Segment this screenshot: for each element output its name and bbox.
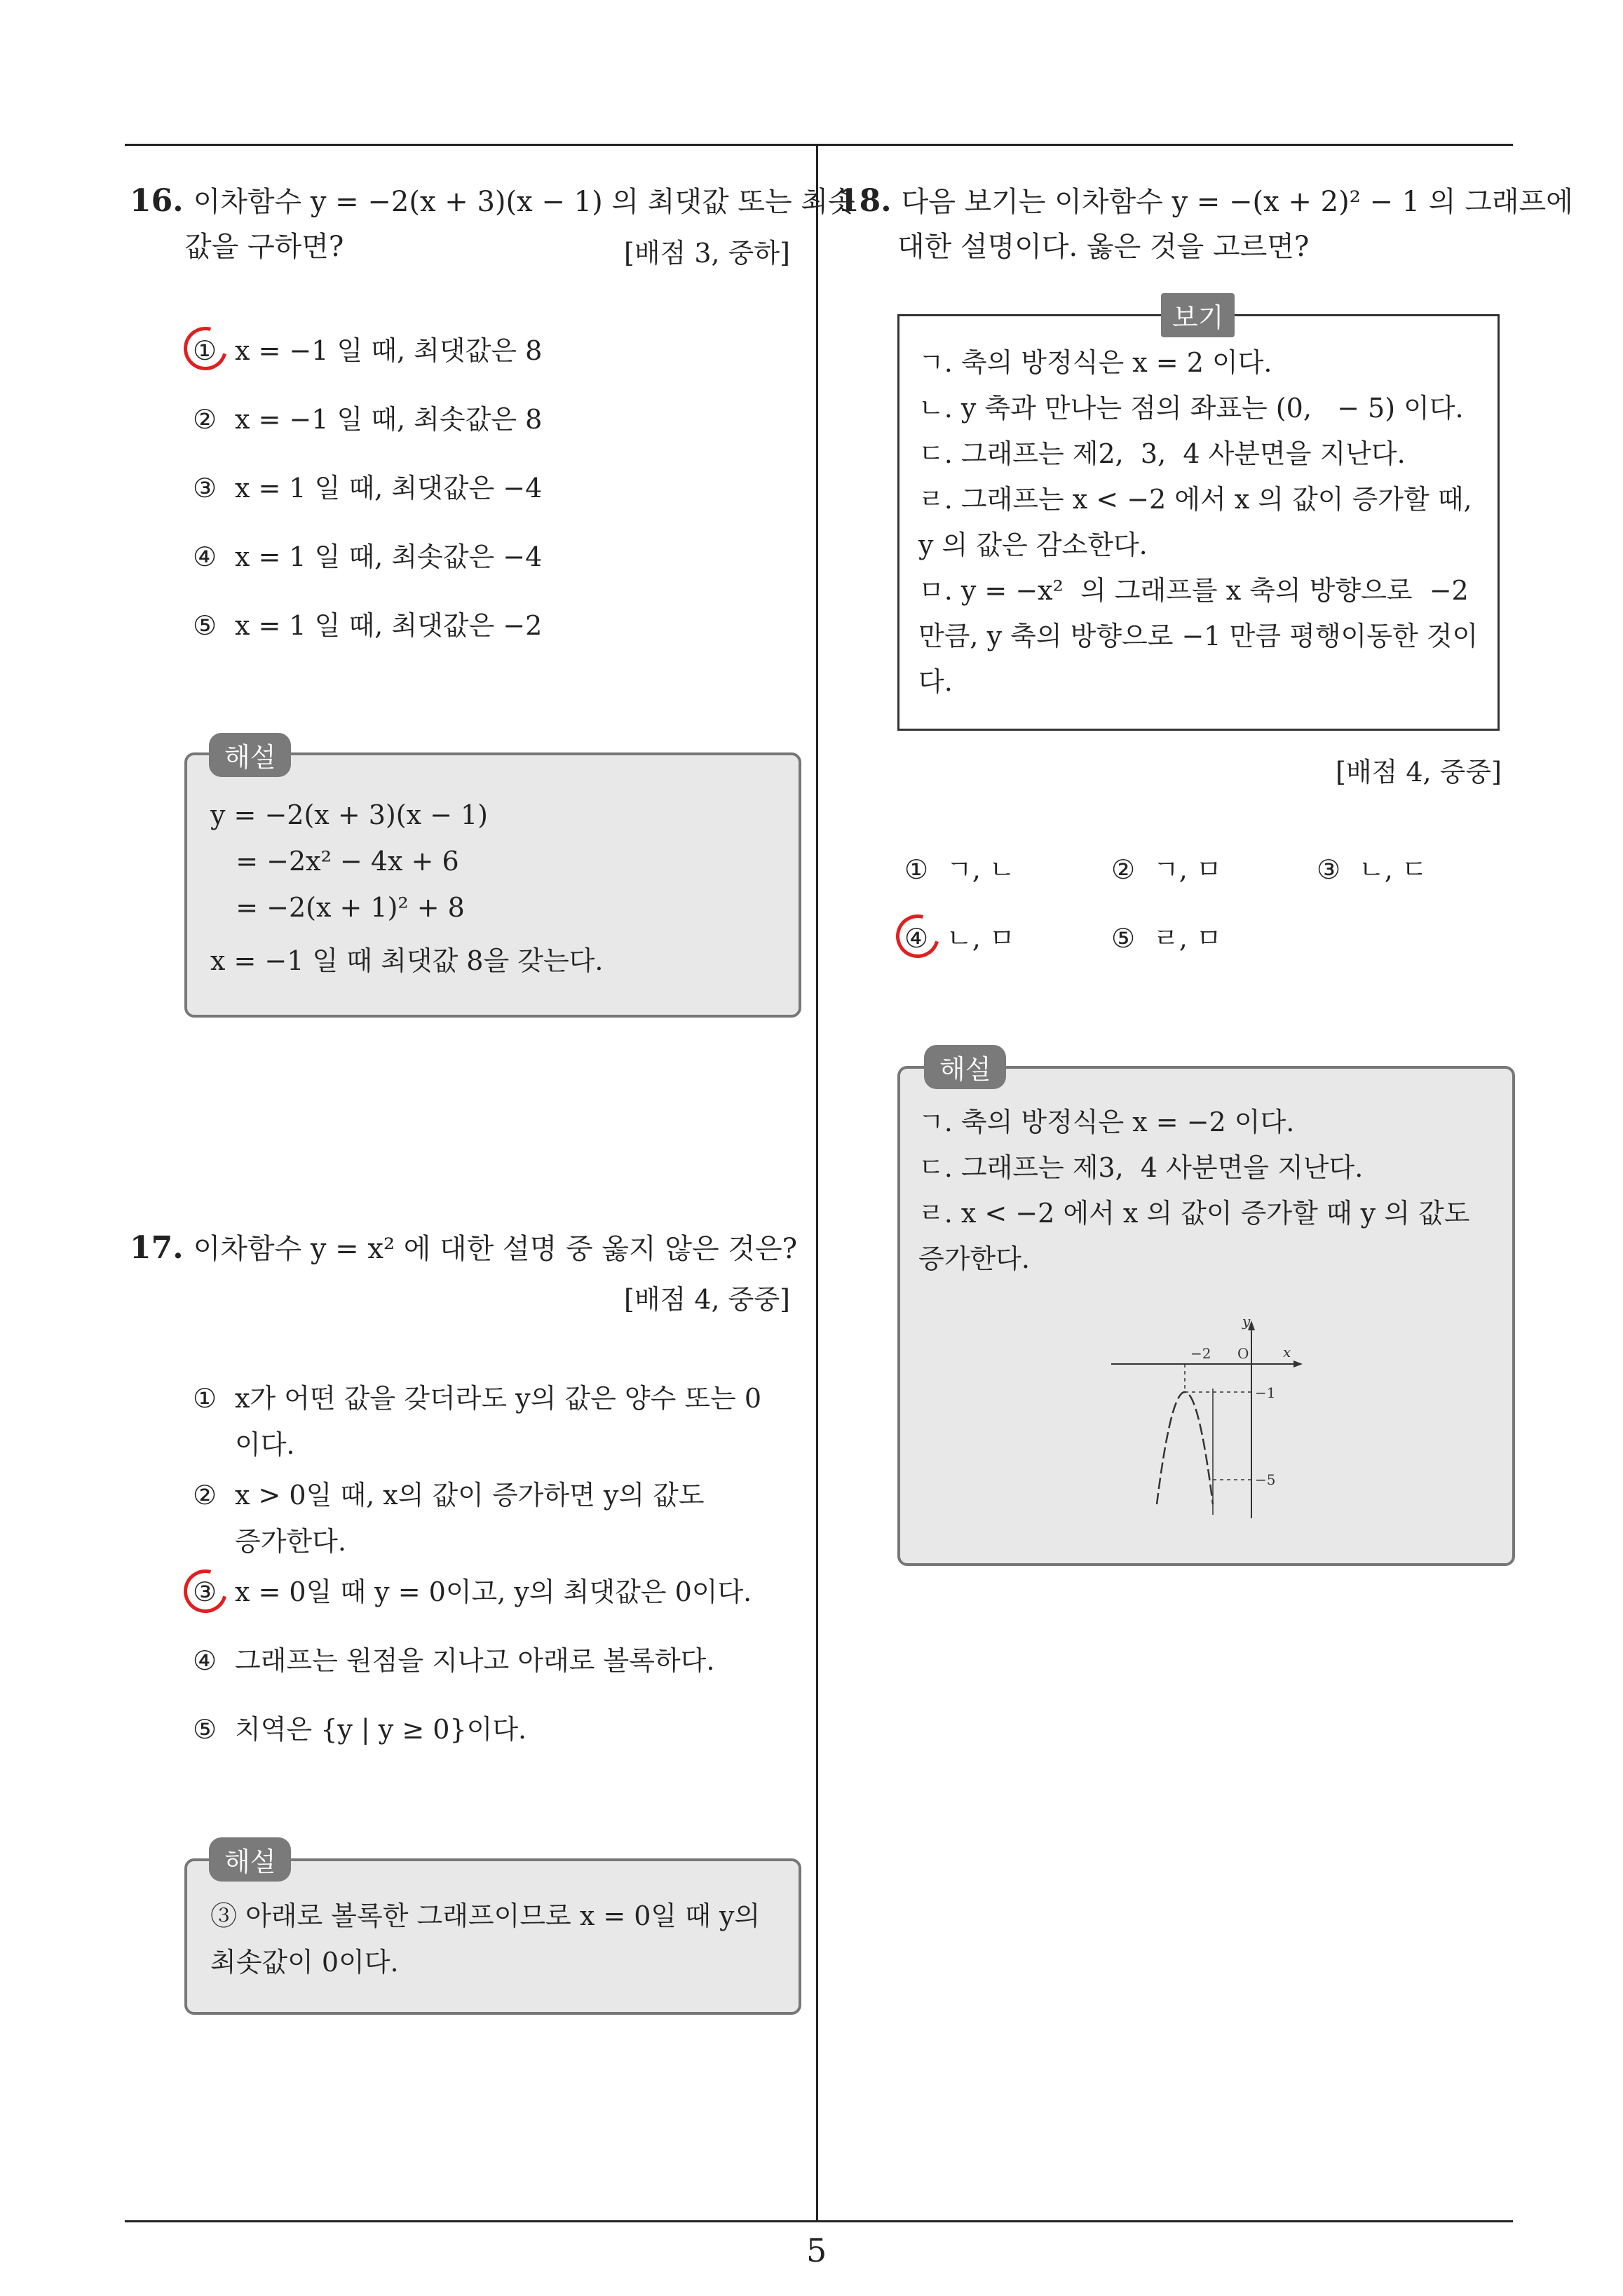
column-divider (816, 144, 818, 2221)
q18-parabola-graph (1108, 1315, 1311, 1525)
q17-header (130, 1226, 797, 1271)
q18-bogi-line3: ㄷ. 그래프는 제2, 3, 4 사분면을 지난다. (918, 438, 1406, 469)
q17-choice-5[interactable]: ⑤ 치역은 {y | y ≥ 0}이다. (193, 1714, 527, 1745)
q16-choice-1[interactable]: ① x = −1 일 때, 최댓값은 8 (193, 335, 543, 366)
q16-explain-line4: x = −1 일 때 최댓값 8을 갖는다. (210, 945, 604, 976)
q18-explain-line4: 증가한다. (918, 1243, 1030, 1274)
q18-choice-1[interactable]: ① ㄱ, ㄴ (904, 854, 1015, 885)
q17-explain-line2: 최솟값이 0이다. (210, 1947, 399, 1978)
q16-explain-line3: = −2(x + 1)² + 8 (210, 892, 465, 923)
q18-bogi-line5: y 의 값은 감소한다. (918, 529, 1148, 560)
q17-explanation-tag: 해설 (209, 1837, 291, 1882)
q18-bogi-line2: ㄴ. y 축과 만나는 점의 좌표는 (0, − 5) 이다. (918, 393, 1464, 424)
q18-bogi-line8: 다. (918, 666, 953, 697)
q16-text-line2: 값을 구하면? (184, 231, 344, 263)
q17-choice-1-cont: 이다. (235, 1429, 295, 1460)
q18-explain-line3: ㄹ. x < −2 에서 x 의 값이 증가할 때 y 의 값도 (918, 1198, 1470, 1229)
q18-number: 18. (838, 183, 892, 219)
q17-choice-4[interactable]: ④ 그래프는 원점을 지나고 아래로 볼록하다. (193, 1645, 715, 1676)
q16-number: 16. (130, 183, 184, 219)
graph-origin-label: O (1237, 1345, 1249, 1362)
q17-choice-3[interactable]: ③ x = 0일 때 y = 0이고, y의 최댓값은 0이다. (193, 1576, 752, 1607)
q18-text-line2: 대한 설명이다. 옳은 것을 고르면? (897, 231, 1310, 263)
graph-x-label: x (1283, 1344, 1291, 1360)
top-rule (125, 144, 1513, 146)
q18-bogi-tag: 보기 (1161, 293, 1235, 337)
q18-score: [배점 4, 중중] (1336, 757, 1502, 788)
q17-explain-line1: ③ 아래로 볼록한 그래프이므로 x = 0일 때 y의 (210, 1900, 761, 1931)
q18-text-line1: 다음 보기는 이차함수 y = −(x + 2)² − 1 의 그래프에 (901, 186, 1573, 218)
q16-choice-5[interactable]: ⑤ x = 1 일 때, 최댓값은 −2 (193, 610, 543, 641)
q18-explain-line2: ㄷ. 그래프는 제3, 4 사분면을 지난다. (918, 1152, 1364, 1183)
q16-explanation-tag: 해설 (209, 733, 291, 777)
q18-bogi-line4: ㄹ. 그래프는 x < −2 에서 x 의 값이 증가할 때, (918, 484, 1472, 515)
q17-text-line1: 이차함수 y = x² 에 대한 설명 중 옳지 않은 것은? (193, 1233, 798, 1265)
q16-choice-2[interactable]: ② x = −1 일 때, 최솟값은 8 (193, 404, 543, 435)
q18-explain-line1: ㄱ. 축의 방정식은 x = −2 이다. (918, 1107, 1295, 1137)
bottom-rule (125, 2220, 1513, 2222)
q17-choice-2[interactable]: ② x > 0일 때, x의 값이 증가하면 y의 값도 (193, 1480, 705, 1511)
q18-choice-2[interactable]: ② ㄱ, ㅁ (1111, 854, 1222, 885)
q16-choice-3[interactable]: ③ x = 1 일 때, 최댓값은 −4 (193, 473, 543, 504)
q16-score: [배점 3, 중하] (624, 238, 790, 269)
page-number: 5 (806, 2231, 827, 2269)
q18-choice-5[interactable]: ⑤ ㄹ, ㅁ (1111, 923, 1222, 954)
q18-bogi-line6: ㅁ. y = −x² 의 그래프를 x 축의 방향으로 −2 (918, 575, 1469, 606)
q16-explain-line2: = −2x² − 4x + 6 (210, 846, 459, 877)
q18-bogi-line7: 만큼, y 축의 방향으로 −1 만큼 평행이동한 것이 (918, 621, 1479, 651)
graph-y-label: y (1242, 1315, 1251, 1330)
graph-x-tick: −2 (1190, 1345, 1211, 1362)
q16-explain-line1: y = −2(x + 3)(x − 1) (210, 799, 488, 830)
q16-text-line1: 이차함수 y = −2(x + 3)(x − 1) 의 최댓값 또는 최솟 (193, 186, 855, 218)
q17-choice-2-cont: 증가한다. (235, 1526, 346, 1557)
graph-y-tick-2: −5 (1255, 1471, 1276, 1488)
q16-header (130, 179, 855, 224)
q18-choice-4[interactable]: ④ ㄴ, ㅁ (904, 923, 1015, 954)
q18-bogi-line1: ㄱ. 축의 방정식은 x = 2 이다. (918, 347, 1272, 378)
q18-choice-3[interactable]: ③ ㄴ, ㄷ (1317, 854, 1427, 885)
q18-header (838, 179, 1573, 224)
q17-score: [배점 4, 중중] (624, 1284, 790, 1315)
q17-choice-1[interactable]: ① x가 어떤 값을 갖더라도 y의 값은 양수 또는 0 (193, 1383, 762, 1414)
q17-number: 17. (130, 1230, 184, 1266)
q18-explanation-tag: 해설 (924, 1045, 1006, 1089)
q16-choice-4[interactable]: ④ x = 1 일 때, 최솟값은 −4 (193, 541, 543, 572)
graph-y-tick-1: −1 (1255, 1384, 1276, 1401)
